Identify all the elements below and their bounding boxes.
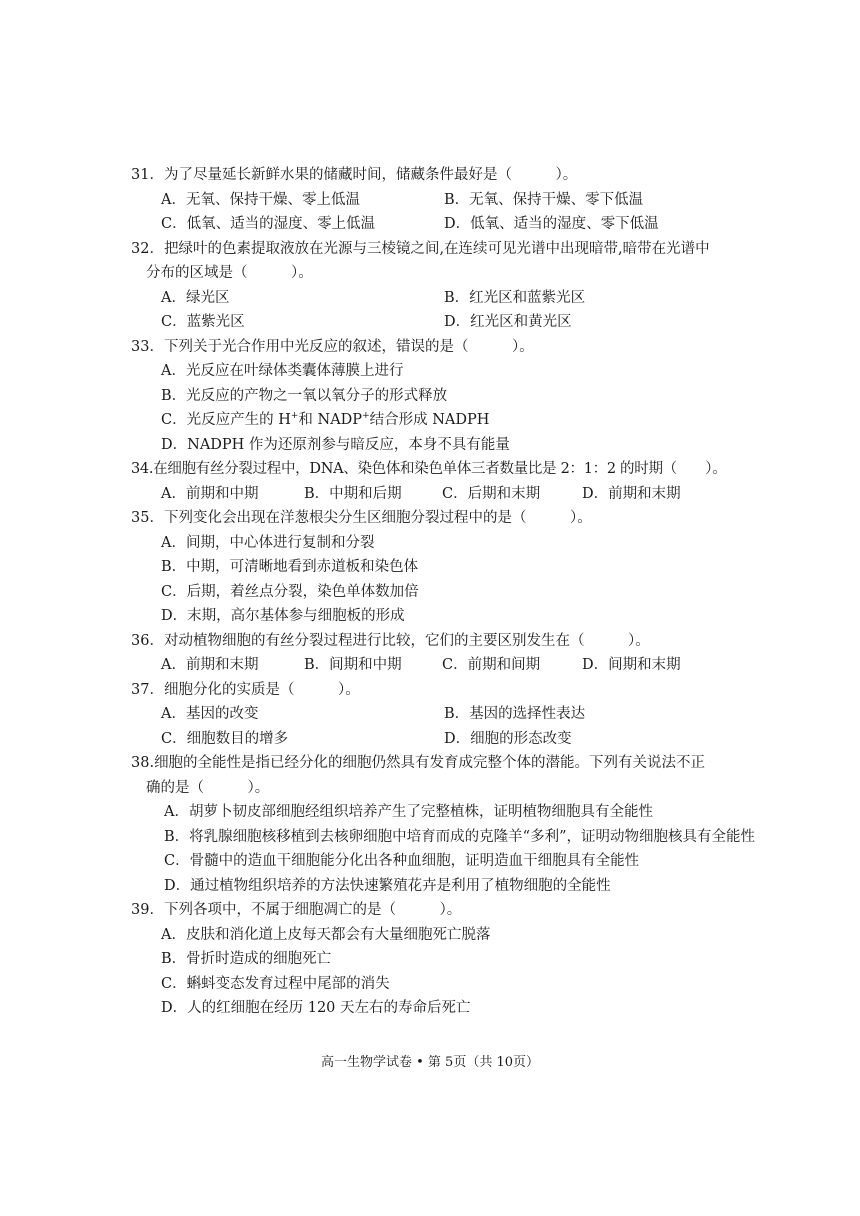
option-a: A．皮肤和消化道上皮每天都会有大量细胞死亡脱落: [161, 926, 491, 943]
question-stem-continued: 分布的区域是（ ）。: [146, 265, 313, 281]
question-36: [131, 629, 731, 678]
options: [131, 653, 731, 678]
question-stem: 36．对动植物细胞的有丝分裂过程进行比较，它们的主要区别发生在（ ）。: [131, 632, 650, 649]
option-a: A．前期和末期: [161, 657, 259, 673]
option-b: B．骨折时造成的细胞死亡: [161, 951, 332, 967]
option-b: B．光反应的产物之一氧以氧分子的形式释放: [161, 387, 448, 404]
option-d: D．红光区和黄光区: [444, 314, 572, 330]
option-c: C．低氧、适当的湿度、零上低温: [161, 216, 376, 232]
option-c: C．蓝紫光区: [161, 314, 245, 330]
question-list: [131, 163, 755, 1021]
question-stem: 34.在细胞有丝分裂过程中，DNA、染色体和染色单体三者数量比是 2：1：2 的时期（ ）。: [131, 461, 727, 477]
question-stem: 35．下列变化会出现在洋葱根尖分生区细胞分裂过程中的是（ ）。: [131, 510, 592, 526]
option-c: C．光反应产生的 H+和 NADP+结合形成 NADPH: [161, 411, 490, 428]
option-a: A．间期，中心体进行复制和分裂: [161, 534, 375, 551]
question-stem-continued: 确的是（ ）。: [146, 779, 270, 796]
question-37: [131, 678, 731, 752]
question-stem: 39．下列各项中，不属于细胞凋亡的是（ ）。: [131, 902, 462, 918]
option-d: D．低氧、适当的湿度、零下低温: [444, 216, 659, 232]
option-b: B．基因的选择性表达: [444, 706, 586, 722]
option-a: A．无氧、保持干燥、零上低温: [161, 191, 360, 208]
option-c: C．骨髓中的造血干细胞能分化出各种血细胞，证明造血干细胞具有全能性: [164, 853, 640, 869]
options: [131, 923, 731, 1021]
option-d: D．前期和末期: [582, 485, 681, 502]
options: [131, 482, 731, 507]
question-stem: 32．把绿叶的色素提取液放在光源与三棱镜之间,在连续可见光谱中出现暗带,暗带在光谱中: [131, 240, 710, 257]
option-b: B．中期，可清晰地看到赤道板和染色体: [161, 559, 419, 575]
question-32: [131, 237, 731, 335]
option-c: C．后期，着丝点分裂，染色单体数加倍: [161, 583, 419, 600]
options: [131, 359, 731, 457]
option-a: A．基因的改变: [161, 706, 259, 722]
question-stem: 31．为了尽量延长新鲜水果的储藏时间，储藏条件最好是（ ）。: [131, 167, 578, 183]
option-b: B．红光区和蓝紫光区: [444, 289, 586, 306]
question-33: [131, 335, 731, 458]
option-a: A．胡萝卜韧皮部细胞经组织培养产生了完整植株，证明植物细胞具有全能性: [164, 804, 653, 820]
option-b: B．中期和后期: [304, 485, 402, 502]
question-34: [131, 457, 731, 506]
option-c: C．蝌蚪变态发育过程中尾部的消失: [161, 975, 390, 992]
option-c: C．前期和间期: [442, 657, 541, 673]
option-c: C．细胞数目的增多: [161, 730, 289, 747]
option-a: A．光反应在叶绿体类囊体薄膜上进行: [161, 363, 404, 379]
question-31: [131, 163, 731, 237]
option-d: D．NADPH 作为还原剂参与暗反应，本身不具有能量: [161, 436, 510, 453]
question-stem: 37．细胞分化的实质是（ ）。: [131, 681, 360, 698]
option-a: A．前期和中期: [161, 485, 259, 502]
question-39: [131, 898, 731, 1021]
option-a: A．绿光区: [161, 289, 230, 306]
question-35: [131, 506, 731, 629]
option-d: D．人的红细胞在经历 120 天左右的寿命后死亡: [161, 1000, 471, 1016]
question-stem: 38.细胞的全能性是指已经分化的细胞仍然具有发育成完整个体的潜能。下列有关说法不正: [131, 755, 706, 771]
option-d: D．通过植物组织培养的方法快速繁殖花卉是利用了植物细胞的全能性: [164, 877, 611, 894]
option-b: B．将乳腺细胞核移植到去核卵细胞中培育而成的克隆羊“多利”，证明动物细胞核具有全能性: [164, 828, 755, 845]
option-b: B．无氧、保持干燥、零下低温: [444, 191, 644, 208]
options: [131, 188, 731, 237]
option-d: D．细胞的形态改变: [444, 730, 572, 747]
option-d: D．间期和末期: [582, 657, 681, 673]
option-c: C．后期和末期: [442, 485, 541, 502]
options: [131, 531, 731, 629]
options: [131, 286, 731, 335]
options: [131, 800, 755, 898]
question-38: [131, 751, 755, 898]
option-b: B．间期和中期: [304, 657, 402, 673]
question-stem: 33．下列关于光合作用中光反应的叙述，错误的是（ ）。: [131, 338, 534, 355]
option-d: D．末期，高尔基体参与细胞板的形成: [161, 608, 405, 624]
options: [131, 702, 731, 751]
page-footer: 高一生物学试卷 • 第 5页（共 10页）: [320, 1055, 539, 1070]
